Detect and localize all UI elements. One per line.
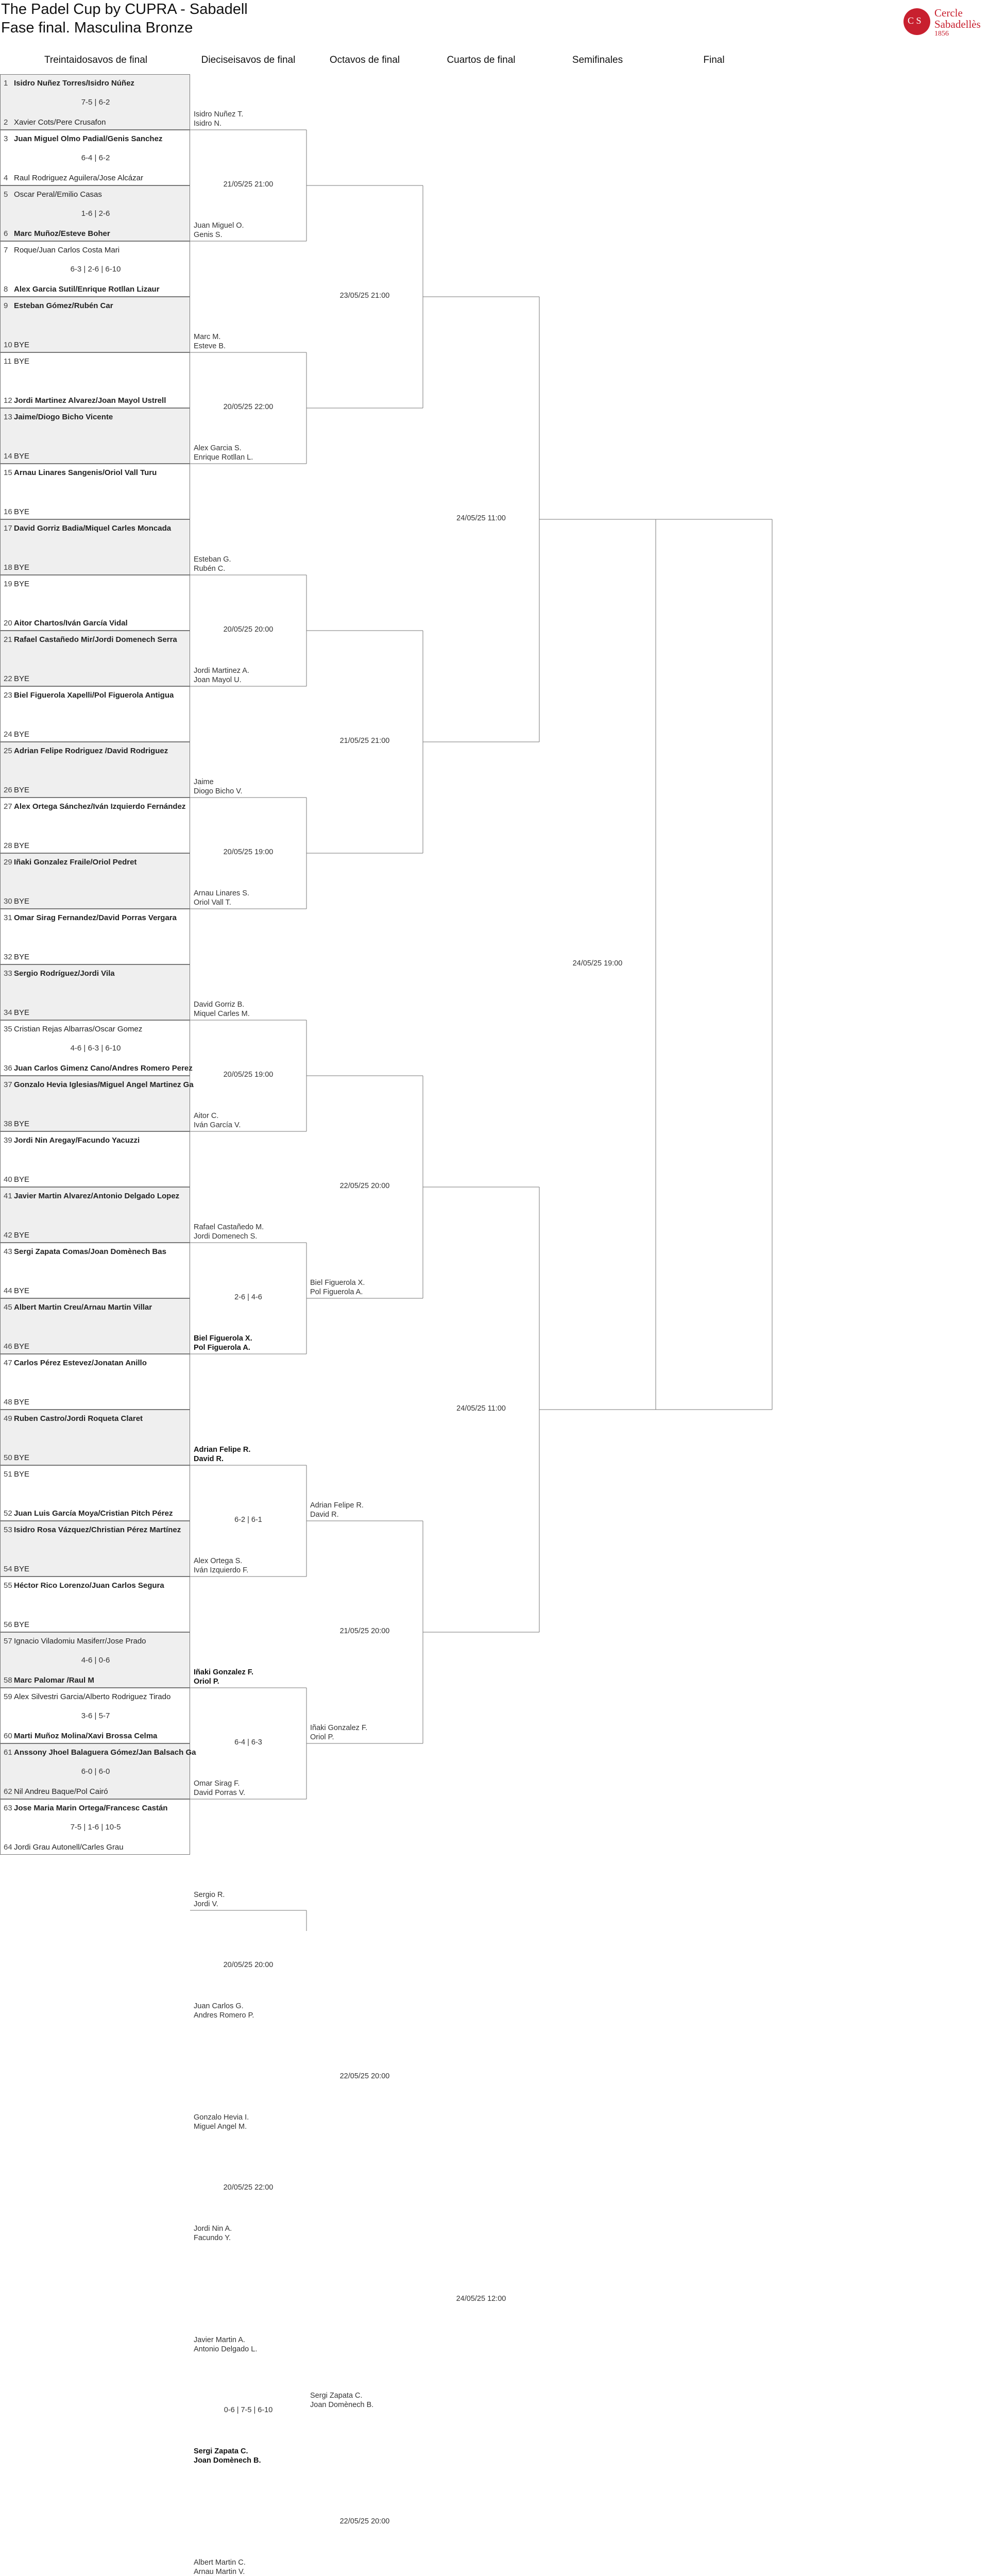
seed-number: 38 — [4, 1120, 12, 1128]
player-names — [310, 1723, 367, 1742]
team-name: Javier Martin Alvarez/Antonio Delgado Lopez — [14, 1192, 180, 1200]
match-card[interactable] — [0, 408, 190, 464]
team-name: BYE — [14, 1398, 30, 1406]
team-name: David Gorriz Badia/Miquel Carles Moncada — [14, 524, 172, 533]
team-name: Isidro Rosa Vázquez/Christian Pérez Martínez — [14, 1526, 181, 1534]
seed-number: 58 — [4, 1676, 12, 1685]
player-line: Facundo Y. — [194, 2234, 231, 2242]
match-card[interactable] — [0, 853, 190, 909]
seed-number: 49 — [4, 1414, 12, 1423]
match-card[interactable] — [0, 464, 190, 519]
seed-number: 1 — [4, 79, 8, 88]
team-name: BYE — [14, 1120, 30, 1128]
seed-number: 3 — [4, 134, 8, 143]
team-name: Sergio Rodríguez/Jordi Vila — [14, 969, 115, 978]
seed-number: 25 — [4, 747, 12, 755]
player-line: David Porras V. — [194, 1789, 246, 1797]
seed-number: 43 — [4, 1247, 12, 1256]
player-names — [194, 1111, 241, 1130]
seed-number: 33 — [4, 969, 12, 978]
seed-number: 63 — [4, 1804, 12, 1812]
player-line: Jordi Nin A. — [194, 2225, 232, 2233]
player-line: Arnau Linares S. — [194, 889, 250, 897]
player-names — [194, 1445, 250, 1464]
seed-number: 22 — [4, 674, 12, 683]
team-name: Arnau Linares Sangenis/Oriol Vall Turu — [14, 468, 157, 477]
team-name: BYE — [14, 1620, 30, 1629]
club-logo — [903, 6, 981, 37]
player-names — [194, 332, 226, 351]
team-name: Marc Palomar /Raul M — [14, 1676, 94, 1685]
player-line: Biel Figuerola X. — [194, 1334, 252, 1343]
team-name: BYE — [14, 674, 30, 683]
player-line: Oriol P. — [194, 1677, 219, 1686]
player-line: Juan Miguel O. — [194, 222, 244, 230]
player-names — [194, 444, 253, 462]
seed-number: 9 — [4, 301, 8, 310]
team-name: Jose Maria Marin Ortega/Francesc Castán — [14, 1804, 168, 1812]
match-card[interactable] — [0, 1577, 190, 1632]
match-info: 24/05/25 12:00 — [456, 2295, 506, 2303]
team-name: Raul Rodriguez Aguilera/Jose Alcázar — [14, 174, 143, 182]
team-name: BYE — [14, 452, 30, 461]
seed-number: 64 — [4, 1843, 12, 1852]
seed-number: 45 — [4, 1303, 12, 1312]
seed-number: 13 — [4, 413, 12, 421]
match-card[interactable] — [0, 1131, 190, 1187]
team-name: BYE — [14, 953, 30, 961]
seed-number: 17 — [4, 524, 12, 533]
player-line: Gonzalo Hevia I. — [194, 2113, 249, 2122]
team-name: Juan Miguel Olmo Padial/Genis Sanchez — [14, 134, 163, 143]
player-names — [310, 2391, 373, 2410]
team-name: BYE — [14, 786, 30, 794]
team-name: BYE — [14, 1286, 30, 1295]
logo-mark: C S — [908, 15, 922, 26]
player-names — [194, 1334, 252, 1352]
team-name: BYE — [14, 841, 30, 850]
seed-number: 32 — [4, 953, 12, 961]
player-line: Adrian Felipe R. — [310, 1501, 364, 1510]
player-names — [194, 2335, 257, 2354]
seed-number: 11 — [4, 357, 12, 366]
seed-number: 30 — [4, 897, 12, 906]
match-info: 24/05/25 11:00 — [456, 1404, 506, 1413]
seed-number: 59 — [4, 1692, 12, 1701]
seed-number: 42 — [4, 1231, 12, 1240]
match-card[interactable] — [0, 575, 190, 631]
player-names — [194, 777, 243, 796]
team-name: BYE — [14, 580, 30, 588]
player-names — [310, 1501, 364, 1519]
seed-number: 7 — [4, 246, 8, 255]
round-header: Treintaidosavos de final — [44, 55, 147, 65]
player-line: Oriol Vall T. — [194, 899, 231, 907]
player-line: Jordi Domenech S. — [194, 1232, 258, 1241]
seed-number: 46 — [4, 1342, 12, 1351]
match-info: 20/05/25 19:00 — [223, 848, 274, 856]
seed-number: 34 — [4, 1008, 12, 1017]
match-score: 4-6 | 0-6 — [81, 1656, 110, 1665]
seed-number: 54 — [4, 1565, 12, 1573]
match-card[interactable] — [0, 74, 190, 130]
player-names — [310, 1278, 365, 1297]
team-name: Carlos Pérez Estevez/Jonatan Anillo — [14, 1359, 147, 1367]
match-card[interactable] — [0, 1020, 193, 1076]
player-line: Diogo Bicho V. — [194, 787, 243, 795]
team-name: Xavier Cots/Pere Crusafon — [14, 118, 106, 127]
player-names — [194, 555, 231, 573]
team-name: Omar Sirag Fernandez/David Porras Vergara — [14, 913, 177, 922]
team-name: Jordi Martinez Alvarez/Joan Mayol Ustrell — [14, 396, 166, 405]
player-line: David R. — [194, 1455, 224, 1463]
player-line: Iñaki Gonzalez F. — [194, 1668, 254, 1676]
player-names — [194, 1000, 250, 1019]
match-card[interactable] — [0, 1743, 196, 1799]
match-card[interactable] — [0, 185, 190, 241]
match-card[interactable] — [0, 1243, 190, 1298]
player-line: David R. — [310, 1511, 339, 1519]
player-line: Arnau Martin V. — [194, 2568, 245, 2576]
player-line: Isidro Nuñez T. — [194, 110, 244, 118]
team-name: Roque/Juan Carlos Costa Mari — [14, 246, 120, 255]
seed-number: 60 — [4, 1732, 12, 1740]
match-card[interactable] — [0, 1632, 190, 1688]
seed-number: 35 — [4, 1025, 12, 1033]
seed-number: 52 — [4, 1509, 12, 1518]
player-line: Alex Ortega S. — [194, 1557, 243, 1565]
team-name: Juan Carlos Gimenz Cano/Andres Romero Perez — [14, 1064, 193, 1073]
page-title: The Padel Cup by CUPRA - Sabadell — [1, 1, 248, 18]
seed-number: 26 — [4, 786, 12, 794]
player-line: Adrian Felipe R. — [194, 1446, 251, 1454]
player-line: Sergio R. — [194, 1891, 225, 1899]
seed-number: 19 — [4, 580, 12, 588]
match-card[interactable] — [0, 1799, 190, 1855]
player-names — [194, 1556, 248, 1575]
match-card[interactable] — [0, 1076, 194, 1131]
player-line: Isidro N. — [194, 120, 221, 128]
player-line: Joan Domènech B. — [310, 2401, 374, 2409]
player-names — [194, 221, 244, 240]
seed-number: 51 — [4, 1470, 12, 1479]
seed-number: 48 — [4, 1398, 12, 1406]
player-line: Marc M. — [194, 333, 221, 341]
match-card[interactable] — [0, 1688, 190, 1743]
seed-number: 28 — [4, 841, 12, 850]
team-name: BYE — [14, 357, 30, 366]
seed-number: 12 — [4, 396, 12, 405]
match-info: 22/05/25 20:00 — [339, 2072, 390, 2080]
match-info: 22/05/25 20:00 — [339, 1182, 390, 1190]
seed-number: 18 — [4, 563, 12, 572]
team-name: Ruben Castro/Jordi Roqueta Claret — [14, 1414, 143, 1423]
player-line: Albert Martin C. — [194, 2558, 246, 2567]
round-header: Semifinales — [572, 55, 623, 65]
seed-number: 15 — [4, 468, 12, 477]
team-name: Juan Luis García Moya/Cristian Pitch Pérez — [14, 1509, 173, 1518]
match-info: 20/05/25 20:00 — [223, 1961, 274, 1969]
match-info: 24/05/25 11:00 — [456, 514, 506, 522]
match-card[interactable] — [0, 1298, 190, 1354]
match-score: 7-5 | 6-2 — [81, 98, 110, 107]
player-line: Iván García V. — [194, 1121, 241, 1129]
match-card[interactable] — [0, 686, 190, 742]
logo-emblem-icon — [903, 8, 930, 35]
player-names — [194, 1779, 245, 1798]
player-line: Miguel Angel M. — [194, 2123, 247, 2131]
team-name: Adrian Felipe Rodriguez /David Rodriguez — [14, 747, 168, 755]
match-info: 2-6 | 4-6 — [234, 1293, 262, 1301]
player-line: Alex Garcia S. — [194, 444, 242, 452]
seed-number: 4 — [4, 174, 8, 182]
team-name: BYE — [14, 730, 30, 739]
team-name: Isidro Nuñez Torres/Isidro Núñez — [14, 79, 134, 88]
round-header: Dieciseisavos de final — [201, 55, 296, 65]
match-score: 4-6 | 6-3 | 6-10 — [70, 1044, 121, 1053]
seed-number: 41 — [4, 1192, 12, 1200]
team-name: Jordi Nin Aregay/Facundo Yacuzzi — [14, 1136, 140, 1145]
team-name: Sergi Zapata Comas/Joan Domènech Bas — [14, 1247, 166, 1256]
seed-number: 8 — [4, 285, 8, 294]
player-names — [194, 2002, 254, 2020]
team-name: BYE — [14, 1453, 30, 1462]
player-line: David Gorriz B. — [194, 1001, 245, 1009]
match-card[interactable] — [0, 1521, 190, 1577]
match-score: 6-4 | 6-2 — [81, 154, 110, 162]
team-name: BYE — [14, 897, 30, 906]
player-names — [194, 1223, 264, 1241]
player-line: Rafael Castañedo M. — [194, 1223, 264, 1231]
seed-number: 23 — [4, 691, 12, 700]
player-line: Andres Romero P. — [194, 2011, 254, 2020]
match-info: 0-6 | 7-5 | 6-10 — [224, 2406, 273, 2414]
match-info: 6-4 | 6-3 — [234, 1738, 262, 1747]
seed-number: 57 — [4, 1637, 12, 1646]
player-line: Biel Figuerola X. — [310, 1279, 365, 1287]
seed-number: 56 — [4, 1620, 12, 1629]
match-info: 21/05/25 21:00 — [339, 737, 390, 745]
logo-line2: Sabadellès — [934, 18, 981, 30]
player-line: Iván Izquierdo F. — [194, 1566, 249, 1574]
page-subtitle: Fase final. Masculina Bronze — [1, 20, 193, 36]
player-line: Antonio Delgado L. — [194, 2345, 258, 2353]
logo-text — [934, 7, 981, 30]
player-line: Enrique Rotllan L. — [194, 453, 253, 462]
player-names — [194, 2447, 261, 2465]
team-name: Rafael Castañedo Mir/Jordi Domenech Serra — [14, 635, 177, 644]
team-name: BYE — [14, 1231, 30, 1240]
player-names — [194, 2113, 249, 2131]
seed-number: 6 — [4, 229, 8, 238]
team-name: BYE — [14, 1342, 30, 1351]
match-card[interactable] — [0, 631, 190, 686]
seed-number: 53 — [4, 1526, 12, 1534]
match-card[interactable] — [0, 1354, 190, 1410]
player-line: Sergi Zapata C. — [310, 2392, 363, 2400]
team-name: BYE — [14, 1470, 30, 1479]
match-info: 21/05/25 21:00 — [223, 180, 274, 189]
player-line: Sergi Zapata C. — [194, 2447, 248, 2455]
player-line: Iñaki Gonzalez F. — [310, 1724, 368, 1732]
team-name: Esteban Gómez/Rubén Car — [14, 301, 113, 310]
seed-number: 2 — [4, 118, 8, 127]
player-names — [194, 1890, 225, 1909]
seed-number: 55 — [4, 1581, 12, 1590]
team-name: BYE — [14, 507, 30, 516]
seed-number: 61 — [4, 1748, 12, 1757]
player-names — [194, 110, 243, 128]
match-score: 3-6 | 5-7 — [81, 1711, 110, 1720]
team-name: Jaime/Diogo Bicho Vicente — [14, 413, 113, 421]
seed-number: 62 — [4, 1787, 12, 1796]
player-line: Aitor C. — [194, 1112, 219, 1120]
team-name: Aitor Chartos/Iván García Vidal — [14, 619, 128, 628]
team-name: Ignacio Viladomiu Masiferr/Jose Prado — [14, 1637, 146, 1646]
player-line: Oriol P. — [310, 1733, 334, 1741]
team-name: BYE — [14, 341, 30, 349]
team-name: Anssony Jhoel Balaguera Gómez/Jan Balsach Ga — [14, 1748, 196, 1757]
match-info: 20/05/25 19:00 — [223, 1071, 274, 1079]
seed-number: 20 — [4, 619, 12, 628]
round-header: Cuartos de final — [447, 55, 516, 65]
player-line: Rubén C. — [194, 565, 226, 573]
match-card[interactable] — [0, 742, 190, 798]
match-card[interactable] — [0, 297, 190, 352]
team-name: Marc Muñoz/Esteve Boher — [14, 229, 110, 238]
match-card[interactable] — [0, 241, 190, 297]
match-card[interactable] — [0, 909, 190, 964]
player-names — [194, 666, 249, 685]
match-info: 21/05/25 20:00 — [339, 1627, 390, 1635]
team-name: Albert Martin Creu/Arnau Martin Villar — [14, 1303, 152, 1312]
team-name: Jordi Grau Autonell/Carles Grau — [14, 1843, 124, 1852]
match-info: 20/05/25 22:00 — [223, 2183, 274, 2192]
seed-number: 44 — [4, 1286, 12, 1295]
match-info: 24/05/25 19:00 — [572, 959, 623, 968]
round-header: Octavos de final — [329, 55, 400, 65]
match-score: 7-5 | 1-6 | 10-5 — [70, 1823, 121, 1832]
match-card[interactable] — [0, 130, 190, 185]
seed-number: 37 — [4, 1080, 12, 1089]
match-score: 6-3 | 2-6 | 6-10 — [70, 265, 121, 274]
seed-number: 31 — [4, 913, 12, 922]
logo-year: 1856 — [934, 30, 949, 38]
player-line: Javier Martin A. — [194, 2336, 245, 2344]
team-name: Oscar Peral/Emilio Casas — [14, 190, 102, 199]
logo-line1: Cercle — [934, 7, 963, 19]
seed-number: 10 — [4, 341, 12, 349]
seed-number: 50 — [4, 1453, 12, 1462]
round-header: Final — [703, 55, 725, 65]
team-name: BYE — [14, 563, 30, 572]
match-info: 6-2 | 6-1 — [234, 1516, 262, 1524]
player-line: Esteve B. — [194, 342, 226, 350]
player-line: Pol Figuerola A. — [310, 1288, 363, 1296]
team-name: BYE — [14, 1008, 30, 1017]
match-info: 20/05/25 20:00 — [223, 625, 274, 634]
player-line: Miquel Carles M. — [194, 1010, 250, 1018]
player-line: Genis S. — [194, 231, 223, 239]
team-name: Marti Muñoz Molina/Xavi Brossa Celma — [14, 1732, 158, 1740]
team-name: Alex Silvestri Garcia/Alberto Rodriguez Tirado — [14, 1692, 171, 1701]
match-score: 6-0 | 6-0 — [81, 1767, 110, 1776]
team-name: BYE — [14, 1565, 30, 1573]
seed-number: 21 — [4, 635, 12, 644]
match-card[interactable] — [0, 1410, 190, 1465]
team-name: Cristian Rejas Albarras/Oscar Gomez — [14, 1025, 143, 1033]
player-line: Esteban G. — [194, 555, 231, 564]
match-card[interactable] — [0, 352, 190, 408]
seed-number: 40 — [4, 1175, 12, 1184]
seed-number: 36 — [4, 1064, 12, 1073]
player-line: Joan Mayol U. — [194, 676, 242, 684]
seed-number: 16 — [4, 507, 12, 516]
seed-number: 5 — [4, 190, 8, 199]
team-name: Alex Ortega Sánchez/Iván Izquierdo Fernández — [14, 802, 186, 811]
match-info: 22/05/25 20:00 — [339, 2517, 390, 2526]
seed-number: 47 — [4, 1359, 12, 1367]
player-line: Joan Domènech B. — [194, 2456, 261, 2465]
seed-number: 14 — [4, 452, 12, 461]
player-line: Jaime — [194, 778, 214, 786]
player-names — [194, 889, 249, 907]
match-card[interactable] — [0, 798, 190, 853]
player-names — [194, 2558, 246, 2576]
seed-number: 24 — [4, 730, 12, 739]
team-name: Biel Figuerola Xapelli/Pol Figuerola Antigua — [14, 691, 174, 700]
seed-number: 27 — [4, 802, 12, 811]
player-line: Jordi V. — [194, 1900, 218, 1908]
player-line: Pol Figuerola A. — [194, 1344, 250, 1352]
match-info: 23/05/25 21:00 — [339, 292, 390, 300]
match-info: 20/05/25 22:00 — [223, 403, 274, 411]
team-name: Héctor Rico Lorenzo/Juan Carlos Segura — [14, 1581, 164, 1590]
team-name: BYE — [14, 1175, 30, 1184]
match-card[interactable] — [0, 519, 190, 575]
team-name: Iñaki Gonzalez Fraile/Oriol Pedret — [14, 858, 137, 867]
match-card[interactable] — [0, 964, 190, 1020]
seed-number: 29 — [4, 858, 12, 867]
match-score: 1-6 | 2-6 — [81, 209, 110, 218]
seed-number: 39 — [4, 1136, 12, 1145]
team-name: Nil Andreu Baque/Pol Cairó — [14, 1787, 108, 1796]
player-line: Juan Carlos G. — [194, 2002, 244, 2010]
player-line: Omar Sirag F. — [194, 1780, 240, 1788]
match-card[interactable] — [0, 1465, 190, 1521]
team-name: Gonzalo Hevia Iglesias/Miguel Angel Martinez Ga — [14, 1080, 194, 1089]
player-names — [194, 2224, 232, 2243]
match-card[interactable] — [0, 1187, 190, 1243]
player-names — [194, 1668, 253, 1686]
player-line: Jordi Martinez A. — [194, 667, 249, 675]
team-name: Alex Garcia Sutil/Enrique Rotllan Lizaur — [14, 285, 160, 294]
